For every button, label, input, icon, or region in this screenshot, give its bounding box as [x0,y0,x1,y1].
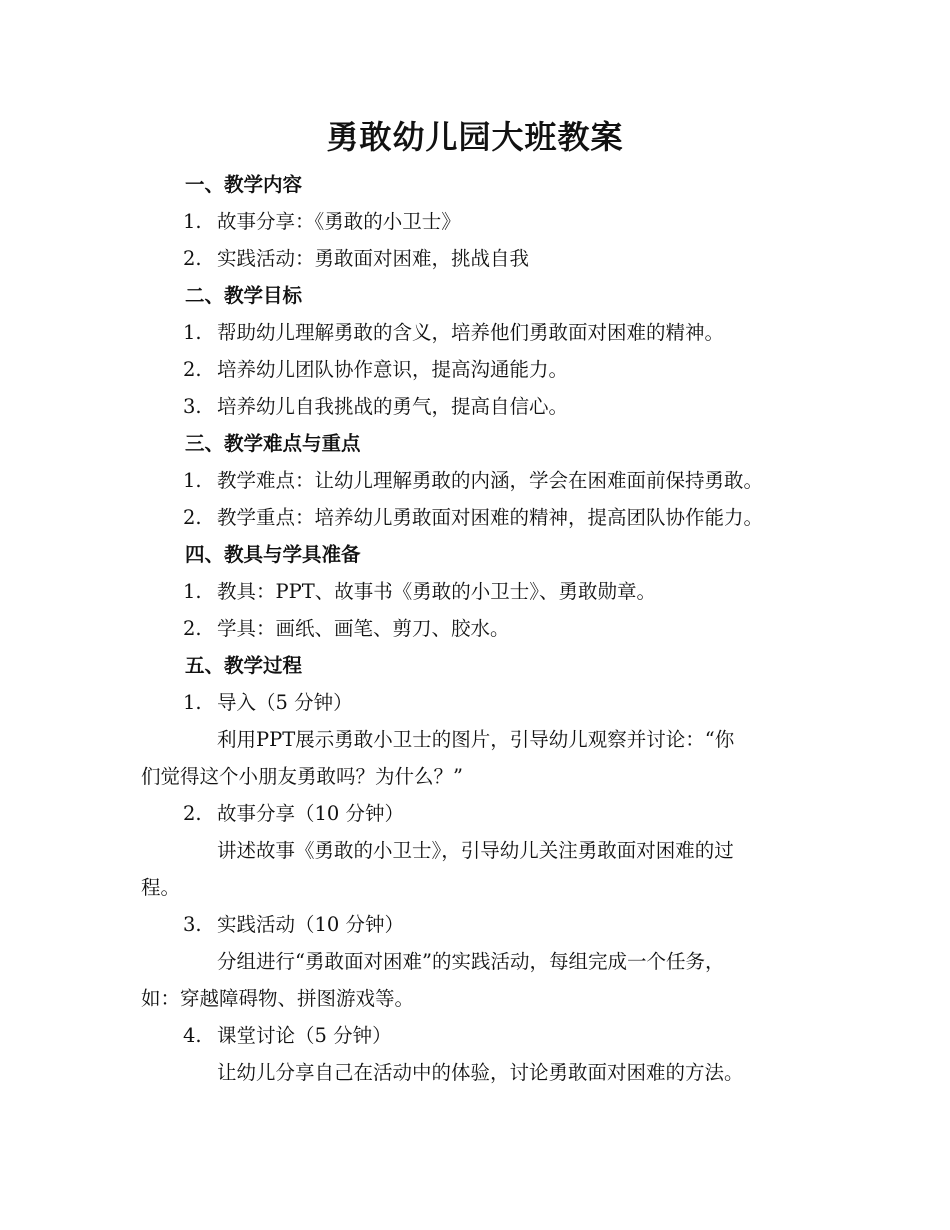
step-number: 1. [183,691,202,714]
item-number: 2. [183,506,202,529]
list-item [0,610,950,647]
list-item [0,499,950,536]
section-heading: 二、教学目标 [185,284,303,307]
list-item [0,351,950,388]
step-item [0,1017,950,1054]
list-item [0,462,950,499]
section-heading: 三、教学难点与重点 [185,432,361,455]
step-number: 3. [183,913,202,936]
document-title: 勇敢幼儿园大班教案 [326,118,624,156]
item-number: 2. [183,358,202,381]
item-text: 教学重点：培养幼儿勇敢面对困难的精神，提高团队协作能力。 [217,506,764,529]
step-item [0,684,950,721]
list-item [0,240,950,277]
item-text: 培养幼儿自我挑战的勇气，提高自信心。 [217,395,569,418]
item-text: 实践活动：勇敢面对困难，挑战自我 [217,247,530,270]
list-item [0,314,950,351]
step-title: 故事分享（10 分钟） [217,802,405,825]
step-title: 导入（5 分钟） [217,691,353,714]
step-number: 2. [183,802,202,825]
step-item [0,795,950,832]
section-heading: 一、教学内容 [185,173,303,196]
step-paragraph-line: 们觉得这个小朋友勇敢吗？为什么？” [141,765,463,788]
step-paragraph-line: 讲述故事《勇敢的小卫士》，引导幼儿关注勇敢面对困难的过 [217,839,734,862]
step-item [0,906,950,943]
step-paragraph-line: 分组进行“勇敢面对困难”的实践活动，每组完成一个任务， [217,950,725,973]
section-heading: 四、教具与学具准备 [185,543,361,566]
item-text: 学具：画纸、画笔、剪刀、胶水。 [217,617,510,640]
item-number: 1. [183,580,202,603]
item-number: 1. [183,321,202,344]
step-paragraph-line: 利用PPT展示勇敢小卫士的图片，引导幼儿观察并讨论：“你 [217,728,735,751]
item-text: 故事分享：《勇敢的小卫士》 [217,210,461,233]
item-number: 3. [183,395,202,418]
item-number: 2. [183,247,202,270]
step-paragraph-line: 让幼儿分享自己在活动中的体验，讨论勇敢面对困难的方法。 [217,1061,744,1084]
item-text: 培养幼儿团队协作意识，提高沟通能力。 [217,358,569,381]
section-heading: 五、教学过程 [185,654,303,677]
item-number: 1. [183,210,202,233]
item-number: 2. [183,617,202,640]
step-title: 课堂讨论（5 分钟） [217,1024,392,1047]
list-item [0,573,950,610]
list-item [0,388,950,425]
step-title: 实践活动（10 分钟） [217,913,405,936]
item-text: 教具：PPT、故事书《勇敢的小卫士》、勇敢勋章。 [217,580,656,603]
step-number: 4. [183,1024,202,1047]
item-number: 1. [183,469,202,492]
item-text: 教学难点：让幼儿理解勇敢的内涵，学会在困难面前保持勇敢。 [217,469,764,492]
list-item [0,203,950,240]
item-text: 帮助幼儿理解勇敢的含义，培养他们勇敢面对困难的精神。 [217,321,725,344]
step-paragraph-line: 程。 [141,876,181,899]
document-body [0,166,950,1091]
step-paragraph-line: 如：穿越障碍物、拼图游戏等。 [141,987,415,1010]
